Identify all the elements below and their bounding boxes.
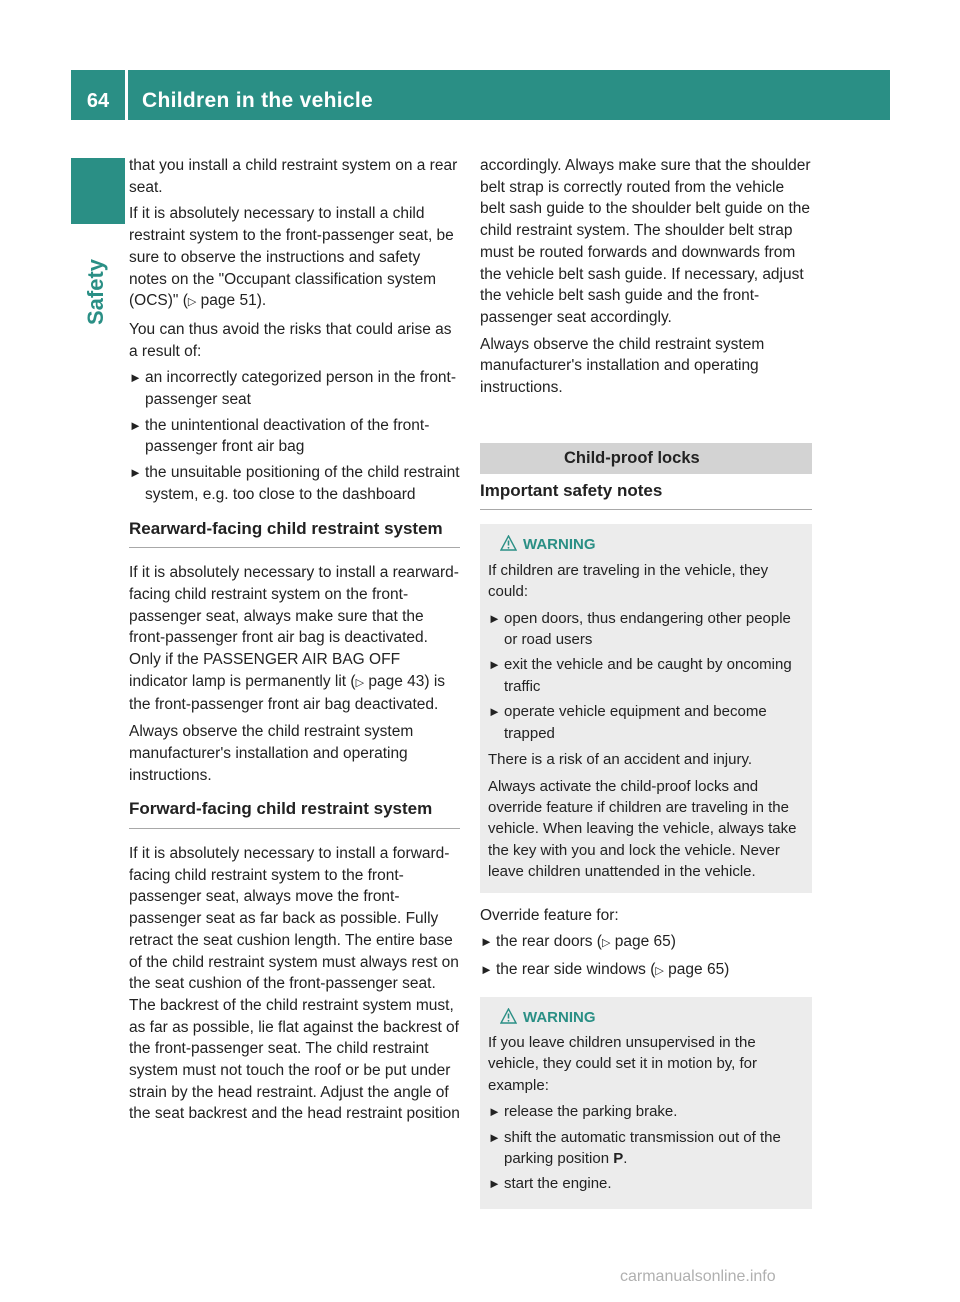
section-marker [71, 158, 125, 224]
bullet-icon: ► [488, 610, 501, 626]
warning-list [488, 608, 804, 744]
left-column [129, 155, 460, 1130]
warning-box [480, 524, 812, 892]
warning-title: WARNING [488, 1007, 804, 1028]
paragraph: You can thus avoid the risks that could arise as a result of: [129, 320, 452, 360]
page-number-box [71, 70, 125, 120]
list-item: ► exit the vehicle and be caught by oncoming traffic [488, 656, 792, 695]
paragraph: If you leave children unsupervised in the vehicle, they could set it in motion by, for example: [488, 1034, 758, 1094]
list-item: ► the rear doors (▷ page 65) [480, 931, 812, 955]
section-label: Safety [83, 258, 108, 325]
paragraph: Always observe the child restraint system manufacturer's installation and operating instructions. [480, 335, 765, 397]
risk-list [129, 367, 460, 505]
bullet-icon: ► [129, 417, 142, 433]
page-ref-link[interactable]: page 65) [614, 933, 676, 951]
section-title-bar [480, 443, 812, 474]
bullet-icon: ► [129, 370, 142, 386]
paragraph: If it is absolutely necessary to install a forward-facing child restraint system to the front-passenger seat, always move the front-passenger seat as far back as possible. Fully retract the seat cushion length. The entire base of the child restraint system must always rest on the seat cushion of the front-passenger seat. The backrest of the child restraint system must, as far as possible, lie flat against the backrest of the front-passenger seat. The child restraint system must not touch the roof or be put under strain by the head restraint. Adjust the angle of the seat backrest and the head restraint position [129, 844, 460, 1123]
paragraph: that you install a child restraint system on a rear seat. [129, 157, 458, 196]
heading-rule [480, 509, 812, 510]
bullet-icon: ► [480, 934, 493, 950]
chapter-title: Children in the vehicle [142, 89, 373, 112]
paragraph: Always observe the child restraint system manufacturer's installation and operating instructions. [129, 723, 414, 784]
bullet-icon: ► [488, 1176, 501, 1192]
page-ref-arrow-icon: ▷ [187, 296, 197, 309]
list-item: ► operate vehicle equipment and become trapped [488, 703, 767, 742]
list-item: ► shift the automatic transmission out of the parking position P. [488, 1128, 781, 1168]
paragraph: Always activate the child-proof locks and override feature if children are traveling in the vehicle. When leaving the vehicle, always take the key with you and lock the vehicle. Never leave children unattended in the vehicle. [488, 777, 797, 881]
paragraph: If it is absolutely necessary to install a child restraint system to the front-passenger seat, be sure to observe the instructions and safety notes on the "Occupant classification system (OCS)" (▷ page 51). [129, 205, 454, 310]
page-ref-link[interactable]: page 51). [200, 292, 267, 310]
page-ref-arrow-icon: ▷ [355, 676, 365, 689]
bullet-icon: ► [129, 465, 142, 481]
heading-forward: Forward-facing child restraint system [129, 799, 433, 819]
list-item: ► an incorrectly categorized person in the front-passenger seat [129, 369, 457, 409]
bullet-icon: ► [488, 657, 501, 673]
right-column [480, 155, 812, 1221]
list-item: ► the unsuitable positioning of the child restraint system, e.g. too close to the dashboard [129, 464, 460, 503]
page-ref-link[interactable]: page 43) [368, 672, 430, 690]
list-item: ► the rear side windows (▷ page 65) [480, 959, 812, 983]
paragraph: accordingly. Always make sure that the shoulder belt strap is correctly routed from the vehicle belt sash guide to the shoulder belt guide on the child restraint system. The shoulder belt strap must be routed forwards and downwards from the vehicle belt sash guide. If necessary, adjust the vehicle belt sash guide and the front-passenger seat accordingly. [480, 157, 811, 326]
bullet-icon: ► [488, 1104, 501, 1120]
page-ref-link[interactable]: page 65) [668, 960, 730, 978]
warning-title: WARNING [488, 534, 804, 555]
heading-rule [129, 828, 460, 829]
chapter-header [128, 70, 890, 120]
paragraph: There is a risk of an accident and injury. [488, 751, 753, 769]
paragraph: Override feature for: [480, 906, 619, 924]
bullet-icon: ► [488, 704, 501, 720]
warning-list [488, 1101, 804, 1195]
warning-box [480, 997, 812, 1209]
list-item: ► open doors, thus endangering other people or road users [488, 609, 791, 649]
warning-triangle-icon [500, 1008, 517, 1024]
list-item: ► release the parking brake. [488, 1101, 804, 1122]
override-list [480, 931, 812, 982]
list-item: ► the unintentional deactivation of the front-passenger front air bag [129, 416, 430, 456]
paragraph: If children are traveling in the vehicle, they could: [488, 561, 769, 601]
paragraph: If it is absolutely necessary to install a rearward-facing child restraint system on the front-passenger seat, always make sure that the front-passenger front air bag is deactivated. Only if the PASSENGER AIR BAG OFF indicator lamp is permanently lit (▷ page 43) is the front-passenger front air bag deactivated. [129, 564, 459, 714]
list-item: ► start the engine. [488, 1173, 804, 1194]
page-ref-arrow-icon: ▷ [601, 937, 611, 950]
section-title: Child-proof locks [564, 448, 700, 467]
warning-triangle-icon [500, 535, 517, 551]
bullet-icon: ► [480, 961, 493, 977]
heading-rule [129, 547, 460, 548]
page-number: 64 [86, 90, 110, 112]
watermark: carmanualsonline.info [620, 1268, 776, 1285]
heading-safety-notes: Important safety notes [480, 480, 663, 500]
page-ref-arrow-icon: ▷ [655, 964, 664, 977]
bullet-icon: ► [488, 1129, 501, 1145]
heading-rearward: Rearward-facing child restraint system [129, 518, 443, 538]
